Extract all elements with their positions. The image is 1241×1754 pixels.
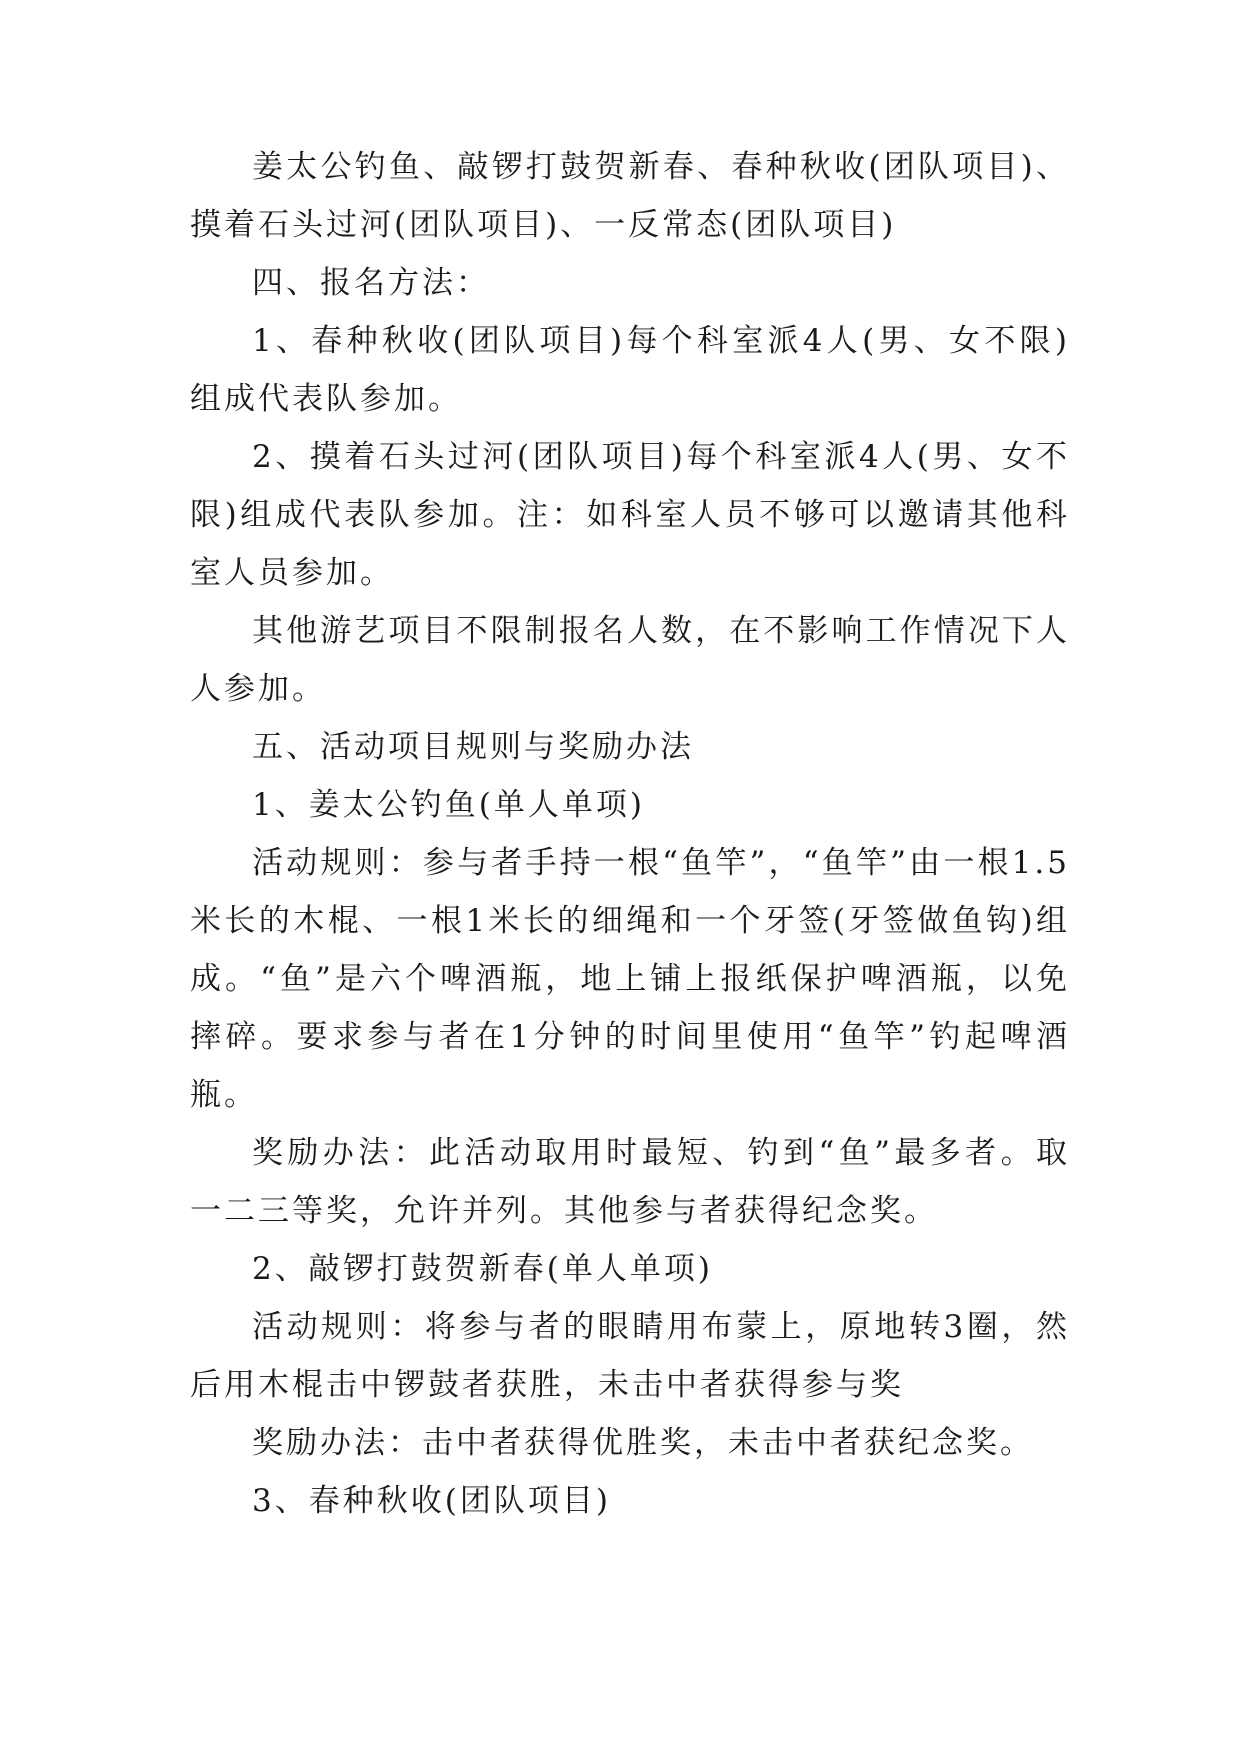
paragraph-item-2-rewards: 奖励办法：击中者获得优胜奖，未击中者获纪念奖。: [252, 1425, 1034, 1461]
paragraph-registration-2: 2、摸着石头过河(团队项目)每个科室派4人(男、女不限)组成代表队参加。注：如科室人员不够可以邀请其他科室人员参加。: [190, 439, 1070, 591]
heading-item-1: 1、姜太公钓鱼(单人单项): [252, 787, 645, 823]
heading-item-3: 3、春种秋收(团队项目): [252, 1483, 611, 1519]
paragraph-item-1-rules: 活动规则：参与者手持一根“鱼竿”，“鱼竿”由一根1.5米长的木棍、一根1米长的细绳和一个牙签(牙签做鱼钩)组成。“鱼”是六个啤酒瓶，地上铺上报纸保护啤酒瓶，以免摔碎。要求参与者在1分钟的时间里使用“鱼竿”钓起啤酒瓶。: [190, 845, 1070, 1113]
paragraph-event-list: 姜太公钓鱼、敲锣打鼓贺新春、春种秋收(团队项目)、摸着石头过河(团队项目)、一反常态(团队项目): [190, 149, 1070, 243]
paragraph-item-2-rules: 活动规则：将参与者的眼睛用布蒙上，原地转3圈，然后用木棍击中锣鼓者获胜，未击中者获得参与奖: [190, 1309, 1070, 1403]
heading-registration: 四、报名方法：: [252, 265, 490, 301]
heading-rules-rewards: 五、活动项目规则与奖励办法: [252, 729, 694, 765]
paragraph-registration-1: 1、春种秋收(团队项目)每个科室派4人(男、女不限)组成代表队参加。: [190, 323, 1070, 417]
heading-item-2: 2、敲锣打鼓贺新春(单人单项): [252, 1251, 713, 1287]
paragraph-item-1-rewards: 奖励办法：此活动取用时最短、钓到“鱼”最多者。取一二三等奖，允许并列。其他参与者获得纪念奖。: [190, 1135, 1070, 1229]
document-page: [190, 138, 1070, 1530]
paragraph-registration-other: 其他游艺项目不限制报名人数，在不影响工作情况下人人参加。: [190, 613, 1070, 707]
